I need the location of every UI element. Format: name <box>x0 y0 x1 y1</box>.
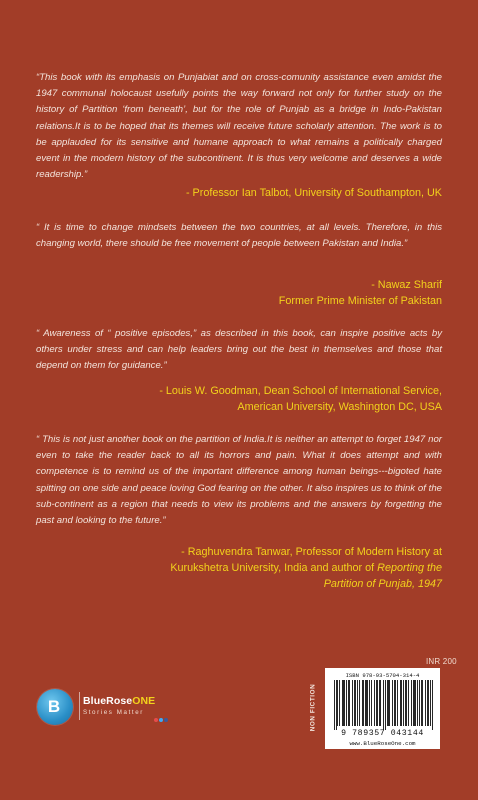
barcode-bar <box>357 680 358 726</box>
barcode-bar <box>417 680 418 726</box>
barcode-bar <box>414 680 415 726</box>
barcode-bar <box>428 680 429 726</box>
barcode-bar <box>430 680 431 726</box>
publisher-name-part2: ONE <box>132 695 156 707</box>
isbn-label: ISBN 978-93-5704-314-4 <box>345 672 420 679</box>
quote-talbot: “This book with its emphasis on Punjabiat and on cross-comunity assistance even amidst the 1947 communal holocaust usefully points the way forward not only for further study on the history of Partition ‘from beneath’, but for the role of Punjab as a bridge in Indo-Pakistan relations.It is to be hoped that its themes will receive future scholarly attention. The work is to be applauded for its sensitive and humane approach to what remains a politically charged event in the modern history of the subcontinent. It is thus very welcome and deserves a wide readership.” <box>36 72 442 181</box>
barcode-bar <box>395 680 396 726</box>
barcode-bar <box>385 680 386 730</box>
barcode-bar <box>397 680 398 726</box>
barcode-bar <box>367 680 368 726</box>
barcode-bar <box>406 680 407 726</box>
barcode-bar <box>394 680 395 726</box>
barcode-bar <box>336 680 337 730</box>
barcode-bar <box>380 680 381 726</box>
attribution-goodman-line1: - Louis W. Goodman, Dean School of International Service, <box>159 385 442 397</box>
barcode-bar <box>425 680 426 726</box>
barcode-bar <box>379 680 380 726</box>
barcode-bar <box>389 680 390 726</box>
social-dot-icon <box>154 718 158 722</box>
barcode-bar <box>387 680 388 726</box>
barcode-bar <box>400 680 401 726</box>
attribution-tanwar-line3 <box>36 576 442 592</box>
publisher-tagline: Stories Matter <box>83 709 144 716</box>
barcode-bar <box>415 680 416 726</box>
quote-goodman: “ Awareness of “ positive episodes,” as described in this book, can inspire positive acts by others under stress and can help leaders bring out the best in themselves and those that depend on them for guidance.” <box>36 328 442 372</box>
barcode-bar <box>403 680 404 726</box>
barcode-bar <box>354 680 355 726</box>
publisher-name-part1: BlueRose <box>83 695 133 707</box>
book-year: 1947 <box>417 578 442 590</box>
attribution-sharif-title: Former Prime Minister of Pakistan <box>278 295 442 307</box>
barcode-bar <box>344 680 345 726</box>
barcode-bar <box>348 680 349 726</box>
barcode-bar <box>365 680 366 726</box>
barcode-bar <box>369 680 370 726</box>
barcode-bars-icon <box>334 680 434 730</box>
logo-circle-icon <box>37 689 73 725</box>
attribution-sharif-name: - Nawaz Sharif <box>371 279 442 291</box>
barcode-bar <box>352 680 353 726</box>
attribution-talbot: - Professor Ian Talbot, University of Southampton, UK <box>185 187 442 199</box>
attribution-tanwar-line2 <box>36 560 442 576</box>
social-icons <box>154 718 168 722</box>
publisher-logo <box>37 684 177 732</box>
barcode-bar <box>392 680 393 726</box>
logo-letter: B <box>47 697 61 716</box>
barcode-bar <box>405 680 406 726</box>
attribution-goodman-line2: American University, Washington DC, USA <box>237 401 442 413</box>
genre-text: NON FICTION <box>309 683 317 731</box>
attribution-tanwar-line1: - Raghuvendra Tanwar, Professor of Modern History at <box>181 546 442 558</box>
barcode-bar <box>346 680 347 726</box>
barcode-bar <box>408 680 409 726</box>
attribution-tanwar-affiliation: Kurukshetra University, India and author of <box>170 562 375 574</box>
price-label: INR 200 <box>426 657 457 666</box>
barcode-bar <box>362 680 363 726</box>
barcode-bar <box>432 680 433 730</box>
barcode-bar <box>422 680 423 726</box>
barcode-bar <box>374 680 375 726</box>
quote-sharif: “ It is time to change mindsets between the two countries, at all levels. Therefore, in this changing world, there should be free movement of people between Pakistan and India.” <box>36 222 442 250</box>
barcode-bar <box>376 680 377 726</box>
barcode-bar <box>359 680 360 726</box>
barcode-bar <box>377 680 378 726</box>
barcode-bar <box>343 680 344 726</box>
social-dot-icon <box>164 718 168 722</box>
barcode-bar <box>366 680 367 726</box>
barcode-bar <box>363 680 364 726</box>
book-title-part2: Partition of Punjab, <box>323 578 415 590</box>
barcode-bar <box>337 680 338 726</box>
barcode-digits: 9 789357 043144 <box>341 729 424 738</box>
genre-label <box>307 672 319 742</box>
barcode-bar <box>355 680 356 726</box>
social-dot-icon <box>159 718 163 722</box>
barcode-bar <box>401 680 402 726</box>
barcode-bar <box>419 680 420 726</box>
quote-tanwar: “ This is not just another book on the partition of India.It is neither an attempt to forget 1947 nor even to take the reader back to all its horrors and pain. What it does attempt and with competence is to remind us of the important difference among human beings---bigoted hate spitting on one side and peace loving God fearing on the other. It also inspires us to think of the sub-continent as a region that needs to view its problems and the answers by forgetting the past and looking to the future.” <box>36 434 442 527</box>
barcode-bar <box>427 680 428 726</box>
publisher-name <box>83 695 155 707</box>
barcode-bar <box>342 680 343 726</box>
logo-divider <box>79 692 80 720</box>
barcode-bar <box>339 680 340 726</box>
barcode-bar <box>413 680 414 726</box>
barcode-bar <box>411 680 412 726</box>
barcode-bar <box>388 680 389 726</box>
publisher-url: www.BlueRoseOne.com <box>349 740 416 747</box>
book-title-part1: Reporting the <box>377 562 442 574</box>
barcode-bar <box>383 680 384 730</box>
barcode-bar <box>421 680 422 726</box>
barcode-bar <box>334 680 335 730</box>
barcode-bar <box>371 680 372 726</box>
isbn-barcode <box>325 668 440 749</box>
barcode-bar <box>349 680 350 726</box>
